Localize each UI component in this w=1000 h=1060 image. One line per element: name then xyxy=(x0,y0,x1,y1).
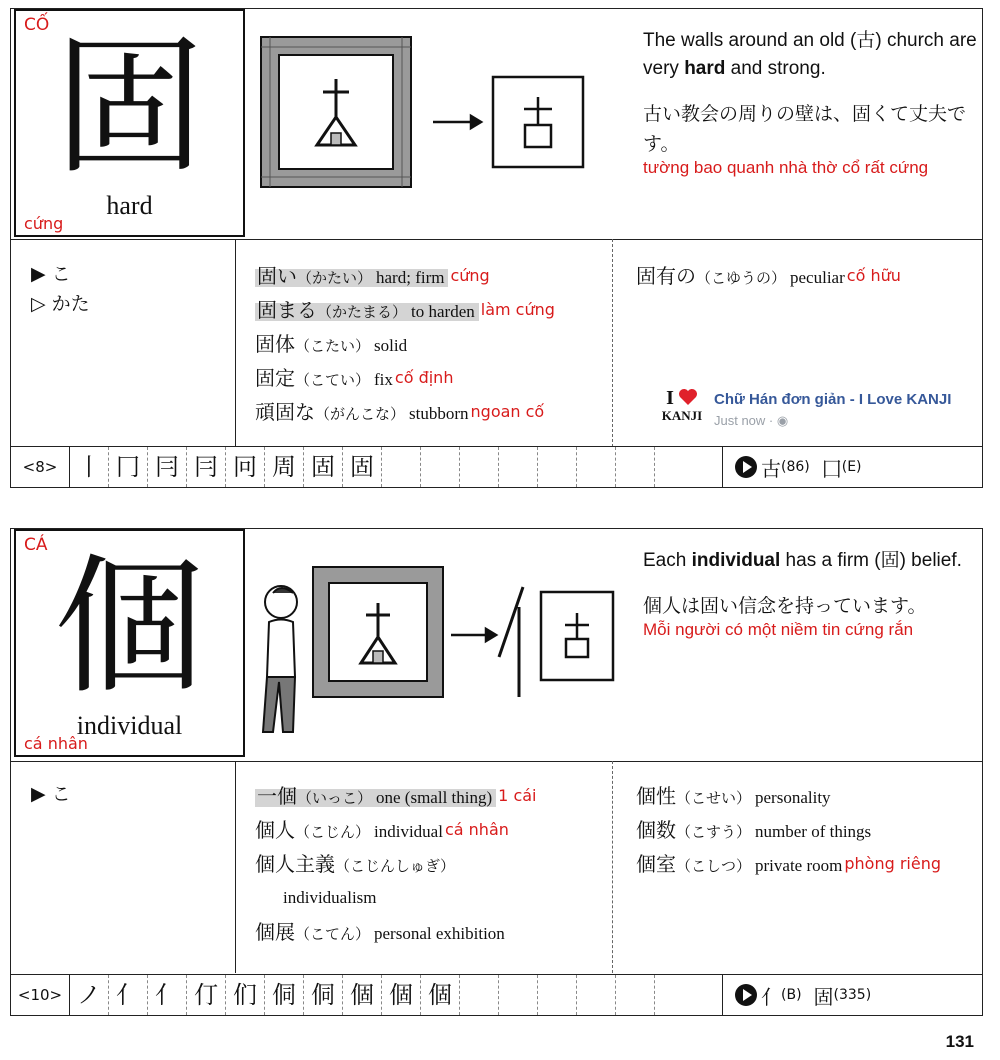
component-refs xyxy=(722,975,982,1015)
stroke-order-row xyxy=(11,446,982,487)
ref-char: 古 xyxy=(761,456,781,481)
i-love-kanji-logo: I KANJI xyxy=(661,387,703,423)
stroke-step: 冃 xyxy=(187,447,226,487)
kanji-character: 個 xyxy=(54,541,205,715)
stroke-step: 亻 xyxy=(148,975,187,1015)
stroke-step-empty xyxy=(616,447,655,487)
kanji-card-2 xyxy=(10,528,983,1016)
vocab-item-gloss: individualism xyxy=(283,888,377,907)
person-icon xyxy=(263,586,297,732)
story-en: Each individual has a firm (固) belief. xyxy=(643,550,962,571)
stroke-count: <8> xyxy=(11,447,70,487)
vocab-list-left xyxy=(255,779,536,949)
divider xyxy=(235,761,236,973)
stroke-step: 亻 xyxy=(109,975,148,1015)
stroke-step-empty xyxy=(577,447,616,487)
stroke-step-empty xyxy=(499,447,538,487)
vocab-item: 一個（いっこ） one (small thing) 1 cái xyxy=(257,784,537,808)
stroke-order-row xyxy=(11,974,982,1015)
stroke-step: 周 xyxy=(265,447,304,487)
vocab-item: 個展（こてん） personal exhibition xyxy=(255,920,505,944)
mnemonic-illustration xyxy=(251,27,631,227)
divider xyxy=(612,761,613,973)
story-jp: 個人は固い信念を持っています。 xyxy=(643,595,927,617)
stroke-step: 仃 xyxy=(187,975,226,1015)
stroke-step: 侗 xyxy=(304,975,343,1015)
stroke-step-empty xyxy=(421,447,460,487)
stroke-step: 丨 xyxy=(70,447,109,487)
sino-vietnamese-reading: CÁ xyxy=(24,535,48,555)
vocab-item: 頑固な（がんこな） stubborn ngoan cố xyxy=(255,400,545,424)
ref-num: (E) xyxy=(841,459,862,475)
divider xyxy=(11,761,982,762)
facebook-attribution xyxy=(648,387,968,437)
stroke-step: ノ xyxy=(70,975,109,1015)
page-name-link[interactable]: Chữ Hán đơn giản - I Love KANJI xyxy=(714,391,952,408)
kanji-box xyxy=(14,529,245,757)
ref-num: (86) xyxy=(781,459,810,475)
vocab-item: 個数（こすう） number of things xyxy=(636,818,872,842)
readings xyxy=(31,259,90,319)
person-radical-icon xyxy=(499,587,523,697)
arrow-icon xyxy=(451,629,496,641)
kanji-meaning-vi: cứng xyxy=(24,214,64,233)
component-refs xyxy=(722,447,982,487)
ref-num: (B) xyxy=(781,987,802,1003)
vocab-item: 固い（かたい） hard; firm cứng xyxy=(257,264,490,288)
stroke-step: 個 xyxy=(421,975,460,1015)
heart-icon xyxy=(678,388,698,406)
kanji-component-box-icon xyxy=(541,592,613,680)
kanji-box xyxy=(14,9,245,237)
stroke-step-empty xyxy=(382,447,421,487)
page-number: 131 xyxy=(945,1032,974,1051)
ref-char: 固 xyxy=(813,984,834,1009)
stroke-step: 们 xyxy=(226,975,265,1015)
vocab-item: 個室（こしつ） private room phòng riêng xyxy=(636,852,941,876)
reading-on: ▶ こ xyxy=(31,263,71,285)
stroke-step-empty xyxy=(460,447,499,487)
vocab-item: 固体（こたい） solid xyxy=(255,332,408,356)
vocab-item: 個人（こじん） individual cá nhân xyxy=(255,818,509,842)
reading-on: ▶ こ xyxy=(31,783,71,805)
kanji-component-box-icon xyxy=(493,77,583,167)
stroke-step: 冂 xyxy=(109,447,148,487)
vocab-item: 固定（こてい） fix cố định xyxy=(255,366,454,390)
kanji-meaning-vi: cá nhân xyxy=(24,734,88,753)
vocab-list-right xyxy=(636,779,941,881)
kanji-card-1 xyxy=(10,8,983,488)
stroke-step: 個 xyxy=(343,975,382,1015)
stroke-step-empty xyxy=(499,975,538,1015)
stroke-step: 固 xyxy=(343,447,382,487)
ref-char: 亻 xyxy=(761,984,781,1009)
vocab-item: 個人主義（こじんしゅぎ） xyxy=(255,852,456,876)
mnemonic-illustration xyxy=(251,547,631,747)
stroke-step: 冃 xyxy=(148,447,187,487)
story-vi: tường bao quanh nhà thờ cổ rất cứng xyxy=(643,158,929,177)
vocab-list-right xyxy=(636,259,901,293)
ref-char: 囗 xyxy=(821,456,842,481)
vocab-list-left xyxy=(255,259,555,429)
divider xyxy=(11,239,982,240)
stroke-step: 個 xyxy=(382,975,421,1015)
mnemonic-story xyxy=(643,27,978,179)
vocab-item: 固まる（かたまる） to harden làm cứng xyxy=(257,298,555,322)
divider xyxy=(612,239,613,447)
story-vi: Mỗi người có một niềm tin cứng rắn xyxy=(643,620,914,639)
vocab-item: 固有の（こゆうの） peculiar cố hữu xyxy=(636,264,901,288)
kanji-character: 固 xyxy=(54,21,205,195)
stroke-step: 冋 xyxy=(226,447,265,487)
stroke-step-empty xyxy=(460,975,499,1015)
stroke-step: 侗 xyxy=(265,975,304,1015)
kanji-meaning-en: hard xyxy=(106,191,153,220)
divider xyxy=(235,239,236,447)
arrow-icon xyxy=(433,116,481,128)
stroke-step-empty xyxy=(538,975,577,1015)
story-jp: 古い教会の周りの壁は、固くて丈夫です。 xyxy=(643,103,967,155)
vocab-item: 個性（こせい） personality xyxy=(636,784,831,808)
reading-kun: ▷ かた xyxy=(31,293,90,315)
kanji-meaning-en: individual xyxy=(76,711,183,740)
story-en: The walls around an old (古) church are very hard and strong. xyxy=(643,30,977,79)
stroke-step-empty xyxy=(538,447,577,487)
mnemonic-story xyxy=(643,547,978,641)
play-icon xyxy=(735,984,757,1006)
sino-vietnamese-reading: CỐ xyxy=(24,15,50,35)
stroke-step-empty xyxy=(577,975,616,1015)
play-icon xyxy=(735,456,757,478)
readings xyxy=(31,779,71,809)
stroke-step-empty xyxy=(616,975,655,1015)
post-time: Just now · ◉ xyxy=(714,413,789,428)
stroke-count: <10> xyxy=(11,975,70,1015)
stroke-step: 固 xyxy=(304,447,343,487)
ref-num: (335) xyxy=(833,987,872,1003)
